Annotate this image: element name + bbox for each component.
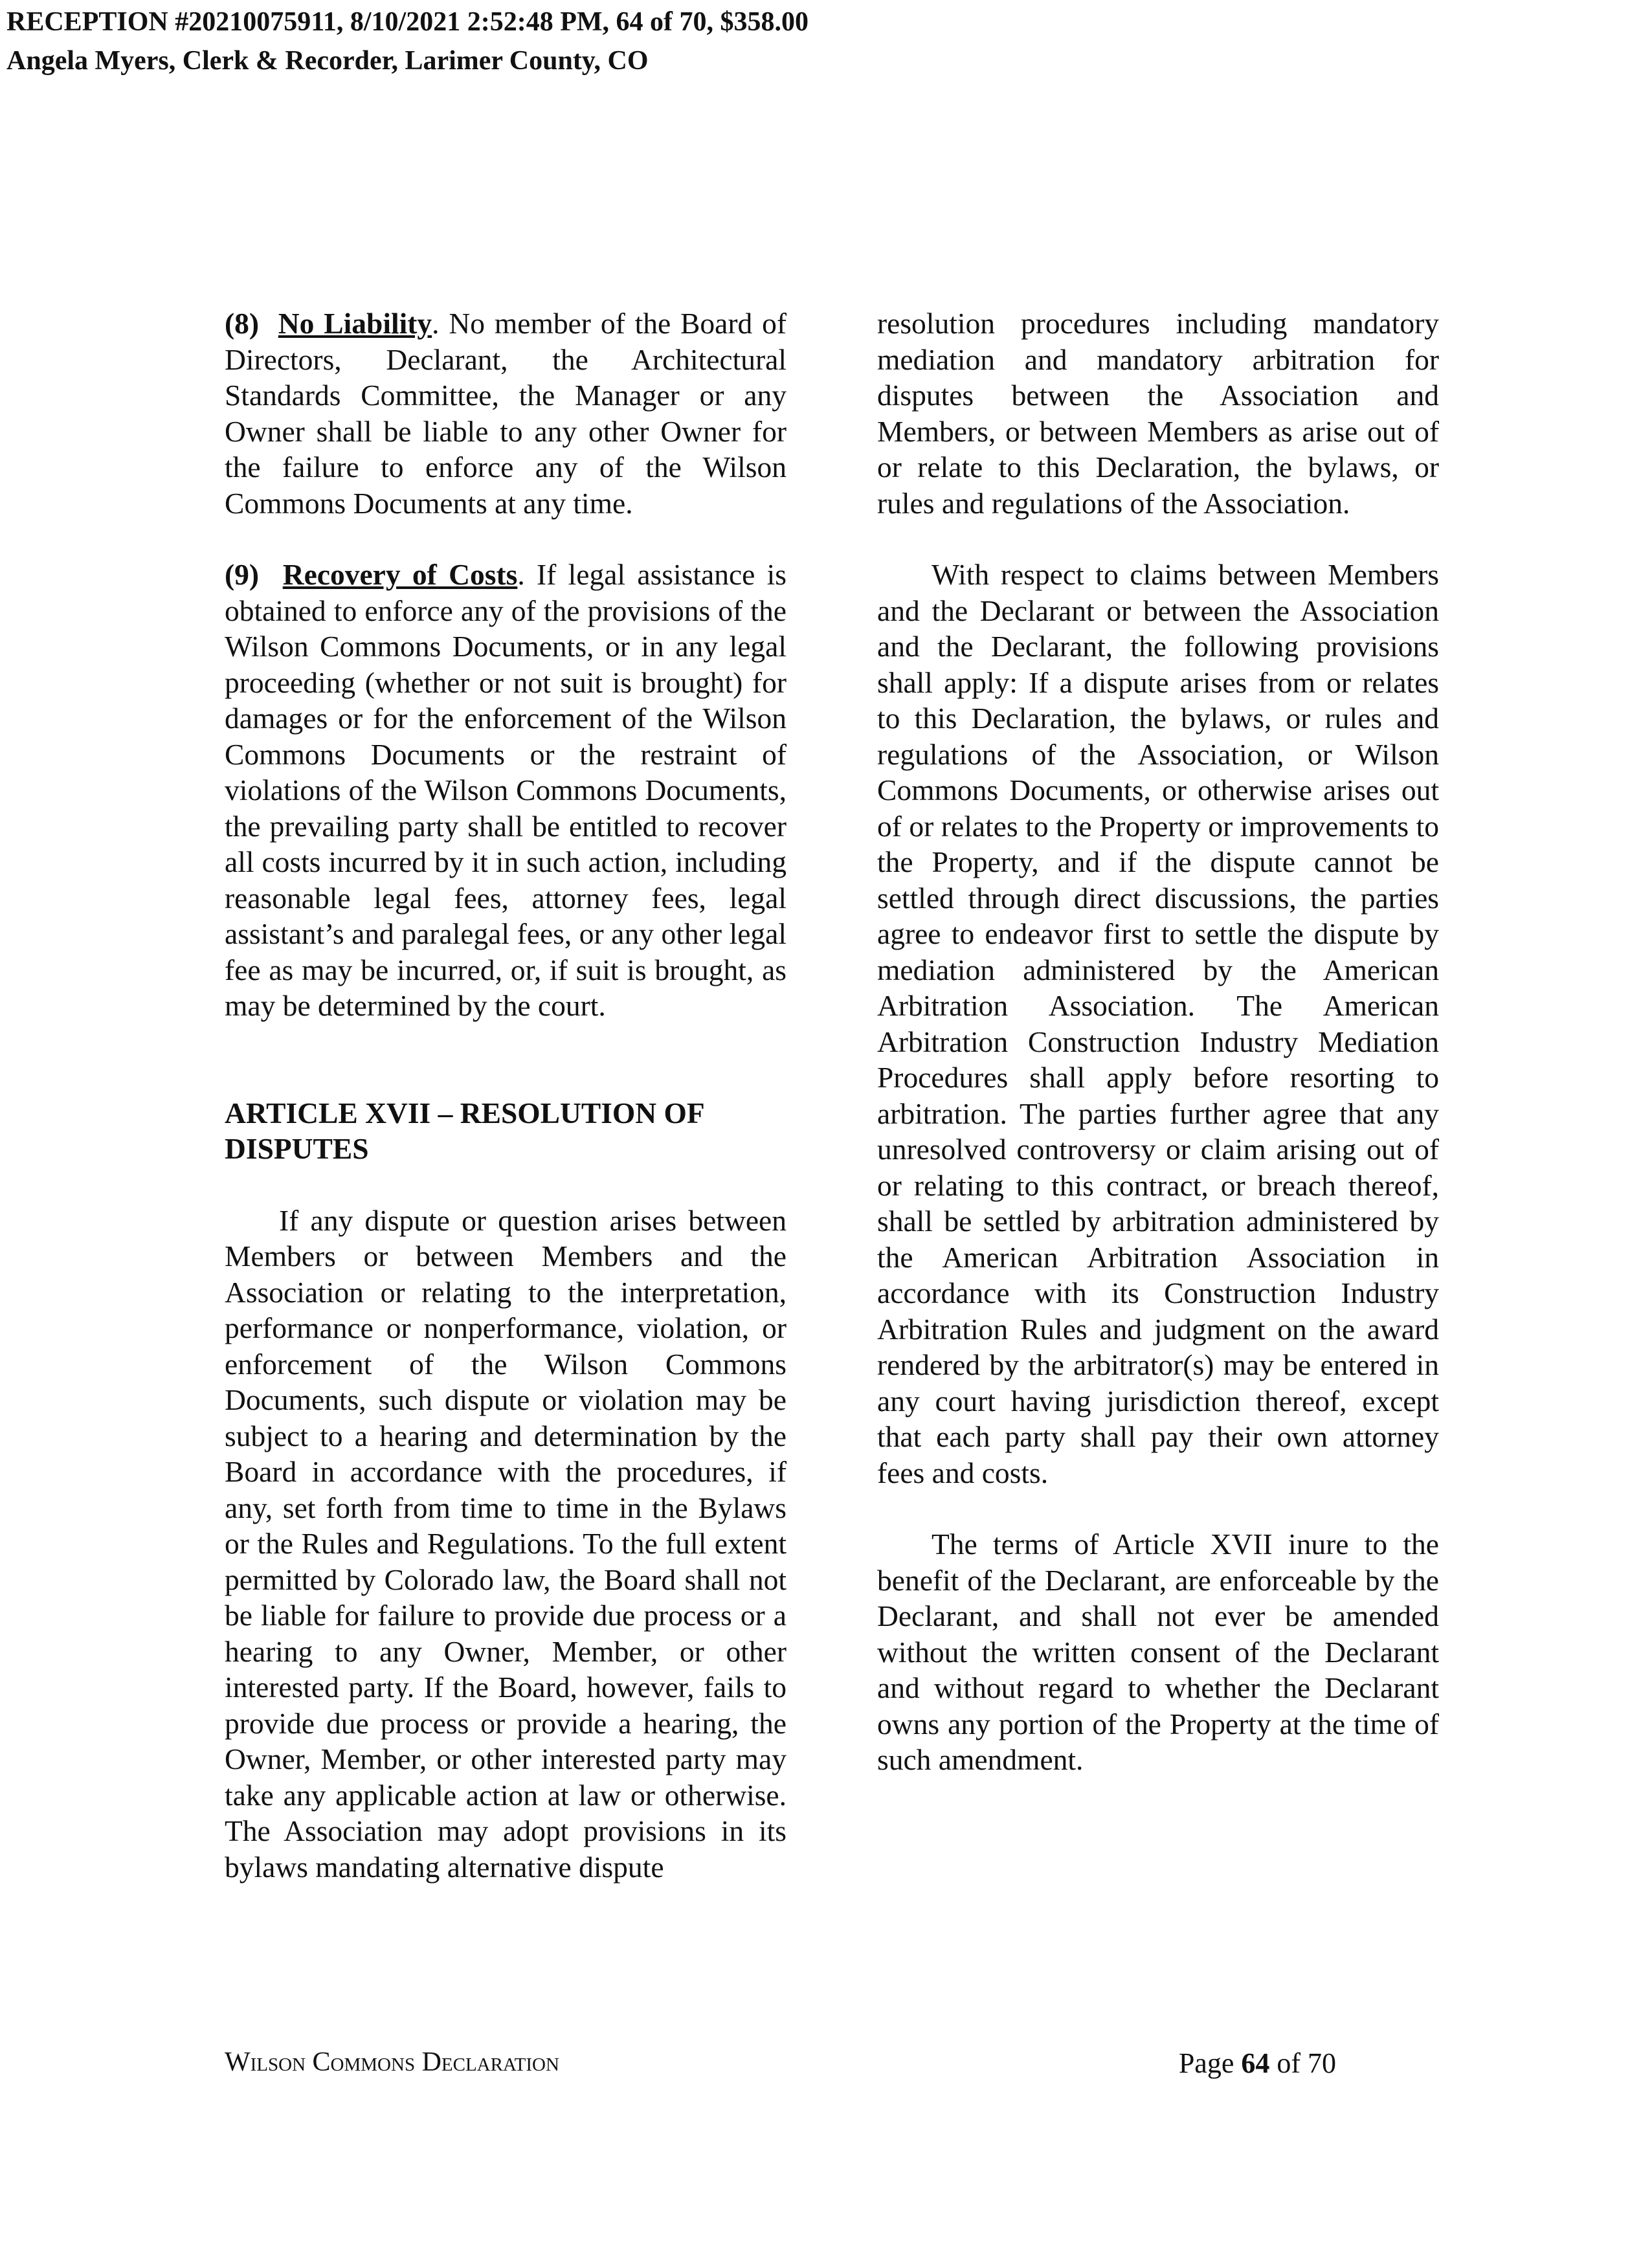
footer-total-pages: 70 (1308, 2047, 1336, 2079)
article-paragraph-1: If any dispute or question arises between Members or between Members and the Association or relating to the interpretation, performance or nonperformance, violation, or enforcement of the Wilson Commons Documents, such dispute or violation may be subject to a hearing and determination by the Board in accordance with the procedures, if any, set forth from time to time in the Bylaws or the Rules and Regulations. To the full extent permitted by Colorado law, the Board shall not be liable for failure to provide due process or a hearing to any Owner, Member, or other interested party. If the Board, however, fails to provide due process or provide a hearing, the Owner, Member, or other interested party may take any applicable action at law or otherwise. The Association may adopt provisions in its bylaws mandating alternative dispute (225, 1203, 787, 1884)
recording-stamp-line2: Angela Myers, Clerk & Recorder, Larimer County, CO (6, 46, 649, 76)
section-9-text: . If legal assistance is obtained to enforce any of the provisions of the Wilson Commons Documents, or in any legal proceeding (whether or not suit is brought) for damages or for the enforcement of the Wilson Commons Documents or the restraint of violations of the Wilson Commons Documents, the prevailing party shall be entitled to recover all costs incurred by it in such action, including reasonable legal fees, attorney fees, legal assistant’s and paralegal fees, or any other legal fee as may be incurred, or, if suit is brought, as may be determined by the court. (225, 558, 787, 1022)
footer-page-label: Page (1178, 2047, 1234, 2079)
section-9-number: (9) (225, 558, 260, 591)
section-8-title: No Liability (278, 307, 432, 340)
section-9-paragraph (225, 557, 787, 1024)
recording-stamp (6, 3, 809, 80)
section-9-title: Recovery of Costs (282, 558, 518, 591)
footer-current-page: 64 (1241, 2047, 1270, 2079)
right-column (877, 306, 1439, 1778)
left-column (225, 306, 787, 1885)
article-heading (225, 1095, 787, 1167)
section-8-text: . No member of the Board of Directors, Declarant, the Architectural Standards Committee, the Manager or any Owner shall be liable to any other Owner for the failure to enforce any of the Wilson Commons Documents at any time. (225, 307, 787, 520)
footer-document-title: Wilson Commons Declaration (225, 2047, 559, 2077)
article-heading-line1: ARTICLE XVII – RESOLUTION OF (225, 1096, 705, 1129)
article-paragraph-1-continuation: resolution procedures including mandatory mediation and mandatory arbitration for disputes between the Association and Members, or between Members as arise out of or relate to this Declaration, the bylaws, or rules and regulations of the Association. (877, 307, 1439, 520)
article-heading-line2: DISPUTES (225, 1132, 369, 1165)
recording-stamp-line1: RECEPTION #20210075911, 8/10/2021 2:52:48 PM, 64 of 70, $358.00 (6, 7, 809, 37)
article-paragraph-2: With respect to claims between Members and the Declarant or between the Association and the Declarant, the following provisions shall apply: If a dispute arises from or relates to this Declaration, the bylaws, or rules and regulations of the Association, or Wilson Commons Documents, or otherwise arises out of or relates to the Property or improvements to the Property, and if the dispute cannot be settled through direct discussions, the parties agree to endeavor first to settle the dispute by mediation administered by the American Arbitration Association. The American Arbitration Construction Industry Mediation Procedures shall apply before resorting to arbitration. The parties further agree that any unresolved controversy or claim arising out of or relating to this contract, or breach thereof, shall be settled by arbitration administered by the American Arbitration Association in accordance with its Construction Industry Arbitration Rules and judgment on the award rendered by the arbitrator(s) may be entered in any court having jurisdiction thereof, except that each party shall pay their own attorney fees and costs. (877, 558, 1439, 1489)
article-paragraph-3: The terms of Article XVII inure to the benefit of the Declarant, are enforceable by the Declarant, and shall not ever be amended without the written consent of the Declarant and without regard to whether the Declarant owns any portion of the Property at the time of such amendment. (877, 1528, 1439, 1776)
footer-of-label: of (1277, 2047, 1300, 2079)
section-8-paragraph (225, 306, 787, 521)
footer-page-number (1179, 2047, 1336, 2080)
section-8-number: (8) (225, 307, 260, 340)
